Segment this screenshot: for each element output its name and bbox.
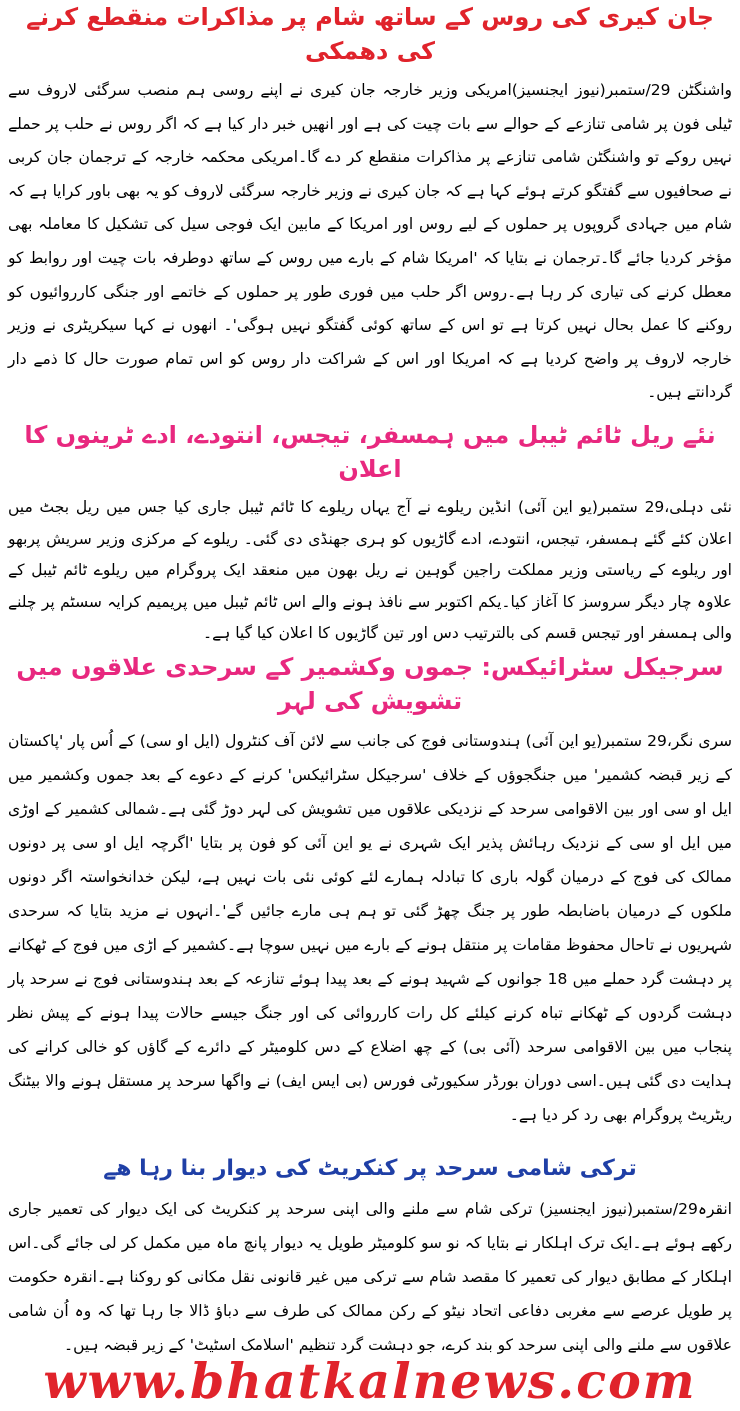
headline: سرجیکل سٹرائیکس: جموں وکشمیر کے سرحدی علاقوں میں تشویش کی لہر	[16, 653, 724, 715]
story-rail-timetable	[4, 418, 736, 650]
headline: نئے ریل ٹائم ٹیبل میں ہمسفر، تیجس، انتودے، ادے ٹرینوں کا اعلان	[24, 421, 716, 483]
story-kerry-russia	[4, 0, 736, 410]
story-surgical-strikes	[4, 650, 736, 1132]
story-body: واشنگٹن 29/ستمبر(نیوز ایجنسیز)امریکی وزیر خارجہ جان کیری نے اپنے روسی ہم منصب سرگئی لاروف سے ٹیلی فون پر شامی تنازعے کے حوالے سے بات چیت کی ہے اور انھیں خبر دار کیا ہے کہ اگر روس نے حلب پر حملے نہیں روکے تو واشنگٹن شامی تنازعے پر مذاکرات منقطع کر دے گا۔امریکی محکمہ خارجہ کے ترجمان جان کربی نے صحافیوں سے گفتگو کرتے ہوئے کہا ہے کہ جان کیری نے وزیر خارجہ سرگئی لاروف کو یہ بھی باور کرایا ہے کہ شام میں جہادی گروپوں پر حملوں کے لیے روس اور امریکا کے مابین ایک فوجی سیل کی تشکیل کا معاملہ بھی مؤخر کردیا جائے گا۔ترجمان نے بتایا کہ 'امریکا شام کے بارے میں روس کے ساتھ دوطرفہ بات چیت اور روابط کو معطل کرنے کی تیاری کر رہا ہے۔روس اگر حلب میں فوری طور پر حملوں کے خاتمے اور جنگی کارروائیوں کو روکنے کا عمل بحال نہیں کرتا ہے تو اس کے ساتھ کوئی گفتگو نہیں ہوگی'۔ انھوں نے کہا سیکریٹری نے وزیر خارجہ لاروف پر واضح کردیا ہے کہ امریکا اور اس کے شراکت دار روس کو اس تمام صورت حال کا ذمے دار گردانتے ہیں۔	[8, 81, 733, 402]
headline: ترکی شامی سرحد پر کنکریٹ کی دیوار بنا رہا ھے	[103, 1156, 637, 1181]
story-body: سری نگر،29 ستمبر(یو این آئی) ہندوستانی فوج کی جانب سے لائن آف کنٹرول (ایل او سی) کے اُس پار 'پاکستان کے زیر قبضہ کشمیر' میں جنگجوؤں کے خلاف 'سرجیکل سٹرائیکس' کرنے کے دعوے کے بعد جموں وکشمیر میں ایل او سی اور بین الاقوامی سرحد کے نزدیکی علاقوں میں تشویش کی لہر دوڑ گئی ہے۔شمالی کشمیر کے اوڑی میں ایل او سی کے نزدیک رہائش پذیر ایک شہری نے یو این آئی کو فون پر بتایا 'اگرچہ ایل او سی پر دونوں ممالک کی فوج کے درمیان گولہ باری کا تبادلہ ہمارے لئے کوئی نئی بات نہیں ہے، لیکن خدانخواستہ اگر دونوں ملکوں کے درمیان باضابطہ طور پر جنگ چھڑ گئی تو ہم ہی مارے جائیں گے'۔انہوں نے مزید بتایا کہ سرحدی شہریوں نے تاحال محفوظ مقامات پر منتقل ہونے کے بارے میں نہیں سوچا ہے۔کشمیر کے اڑی میں فوج کے ٹھکانے پر دہشت گرد حملے میں 18 جوانوں کے شہید ہونے کے بعد پیدا ہوئے تنازعہ کے بعد ہندوستانی فوج نے سرحد پار دہشت گردوں کے ٹھکانے تباہ کرنے کیلئے کل رات کارروائی کی اور جنگ جیسے حالات پیدا ہونے کے پیش نظر پنجاب میں بین الاقوامی سرحد (آئی بی) کے چھ اضلاع کے دس کلومیٹر کے دائرے کے گاؤں کو خالی کرانے کی ہدایت دی گئی ہیں۔اسی دوران بورڈر سکیورٹی فورس (بی ایس ایف) نے واگھا سرحد پر مستقل ہونے والا بیٹنگ ریٹریٹ پروگرام بھی رد کر دیا ہے۔	[8, 732, 732, 1124]
story-body: نئی دہلی،29 ستمبر(یو این آئی) انڈین ریلوے نے آج یہاں ریلوے کا ٹائم ٹیبل جاری کیا جس میں ریل بجٹ میں اعلان کئے گئے ہمسفر، تیجس، انتودے، ادے گاڑیوں کو ہری جھنڈی دی گئی۔ ریلوے کے مرکزی وزیر سریش پربھو اور ریلوے کے ریاستی وزیر مملکت راجین گوہین نے ریل بھون میں منعقد ایک پروگرام میں ریلوے ٹائم ٹیبل کے علاوہ چار دیگر سروسز کا آغاز کیا۔یکم اکتوبر سے نافذ ہونے والے اس ٹائم ٹیبل میں پریمیم کرایہ سسٹم پر چلنے والی ہمسفر اور تیجس قسم کی بالترتیب دس اور تین گاڑیوں کا اعلان کیا گیا ہے۔	[8, 498, 732, 642]
site-url-footer: www.bhatkalnews.com	[43, 1352, 697, 1410]
story-body: انقرہ29/ستمبر(نیوز ایجنسیز) ترکی شام سے ملنے والی اپنی سرحد پر کنکریٹ کی ایک دیوار کی تعمیر جاری رکھے ہوئے ہے۔ایک ترک اہلکار نے بتایا کہ نو سو کلومیٹر طویل یہ دیوار پانچ ماہ میں مکمل کر لی جائے گی۔اس اہلکار کے مطابق دیوار کی تعمیر کا مقصد شام سے ترکی میں غیر قانونی نقل مکانی کو روکنا ہے۔انقرہ حکومت پر طویل عرصے سے مغربی دفاعی اتحاد نیٹو کے رکن ممالک کی طرف سے دباؤ ڈالا جا رہا تھا کہ وہ اُن شامی علاقوں سے ملنے والی اپنی سرحد کو بند کرے، جو دہشت گرد تنظیم 'اسلامک اسٹیٹ' کے زیر قبضہ ہیں۔	[8, 1200, 732, 1354]
story-turkey-wall	[4, 1152, 736, 1362]
headline: جان کیری کی روس کے ساتھ شام پر مذاکرات منقطع کرنے کی دھمکی	[26, 3, 714, 65]
